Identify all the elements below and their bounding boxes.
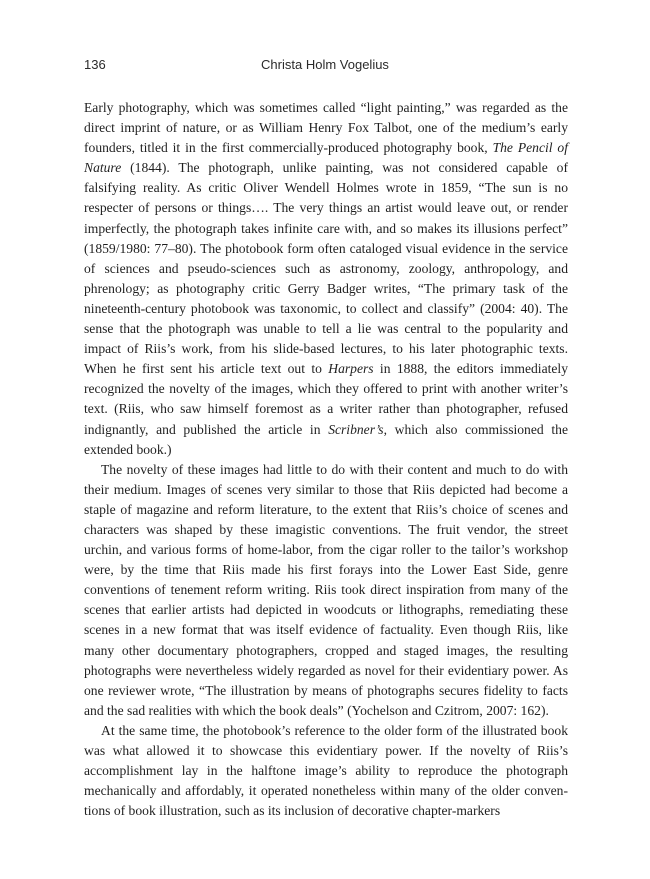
- paragraph-1: [84, 98, 568, 460]
- text-segment: , which also commissioned the extended book.): [84, 421, 568, 457]
- text-segment: The novelty of these images had little to do with their content and much to do with their medium. Images of scenes very similar to those that Riis depicted had become a staple of magazine and reform literature, to the extent that Riis’s choice of scenes and characters was shaped by these imagistic conventions. The fruit vendor, the street urchin, and various forms of home-labor, from the cigar roller to the tailor’s workshop were, by the time that Riis made his first forays into the Lower East Side, genre conventions of tenement reform writing. Riis took direct inspiration from many of the scenes that earlier artists had depicted in woodcuts or lithographs, remediating these scenes in a new format that was itself evidence of factuality. Even though Riis, like many other documentary photographers, cropped and staged images, the resulting photographs were nevertheless widely regarded as novel for their evidentiary power. As one reviewer wrote, “The illustration by means of photographs secures fidelity to facts and the sad realities with which the book deals” (Yochelson and Czitrom, 2007: 162).: [84, 461, 568, 718]
- page-header: [84, 57, 566, 77]
- page-number: 136: [84, 57, 106, 72]
- book-title: The Pencil of Nature: [84, 140, 568, 176]
- text-segment: Early photography, which was sometimes called “light painting,” was regarded as the direct imprint of nature, or as William Henry Fox Talbot, one of the medium’s early founders, titled it in the first commercially-produced photography book,: [84, 100, 568, 156]
- body-text: [84, 98, 568, 821]
- magazine-title: Harpers: [328, 361, 374, 377]
- text-segment: At the same time, the photobook’s reference to the older form of the illustrated book was what allowed it to showcase this evidentiary power. If the novelty of Riis’s accomplishment lay in the halftone image’s ability to reproduce the photograph mechanically and affordably, it operated nonetheless within many of the older conventions of book illustration, such as its inclusion of decorative chapter-markers: [84, 722, 568, 819]
- text-segment: (1844). The photograph, unlike painting, was not considered capable of falsifying reality. As critic Oliver Wendell Holmes wrote in 1859, “The sun is no respecter of persons or things…. The very things an artist would leave out, or render imperfectly, the photograph takes infinite care with, and so makes its illusions perfect” (1859/1980: 77–80). The photobook form often cataloged visual evidence in the service of sciences and pseudo-sciences such as astronomy, zoology, anthropology, and phrenology; as photography critic Gerry Badger writes, “The primary task of the nineteenth-century photobook was taxonomic, to collect and classify” (2004: 40). The sense that the photograph was unable to tell a lie was central to the popularity and impact of Riis’s work, from his slide-based lectures, to his later photographic texts. When he first sent his article text out to: [84, 160, 568, 377]
- paragraph-2: [84, 460, 568, 721]
- magazine-title: Scribner’s: [328, 421, 384, 437]
- paragraph-3: [84, 721, 568, 821]
- text-segment: in 1888, the editors immediately recognized the novelty of the images, which they offered to print with another writer’s text. (Riis, who saw himself foremost as a writer rather than photographer, refused indignantly, and published the article in: [84, 361, 568, 437]
- running-head: Christa Holm Vogelius: [261, 57, 389, 72]
